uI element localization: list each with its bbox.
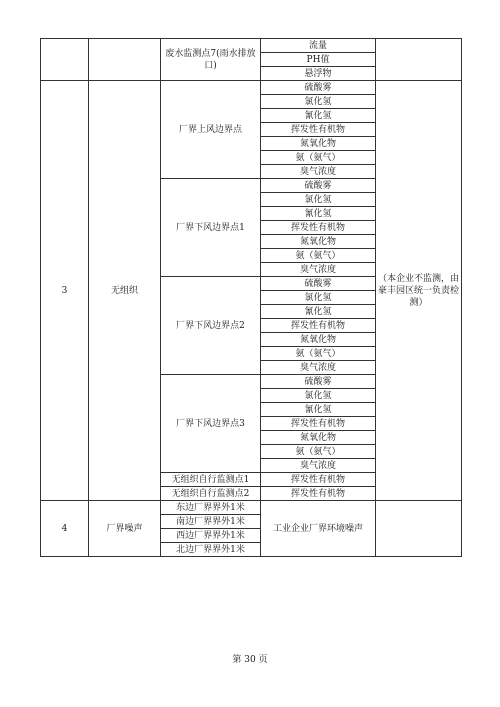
item-cell: 硫酸雾 (261, 179, 376, 193)
point-cell: 厂界下风边界点1 (161, 179, 261, 277)
item-cell: 挥发性有机物 (261, 319, 376, 333)
point-cell: 厂界下风边界点2 (161, 277, 261, 375)
item-cell: 氮氧化物 (261, 431, 376, 445)
item-cell: 挥发性有机物 (261, 123, 376, 137)
category-cell: 厂界噪声 (89, 501, 161, 557)
item-cell: 挥发性有机物 (261, 473, 376, 487)
item-cell: 流量 (261, 39, 376, 53)
empty-category-cell (89, 39, 161, 81)
item-cell: 氯化氢 (261, 291, 376, 305)
point-cell: 废水监测点7(雨水排放口) (161, 39, 261, 81)
point-cell: 北边厂界界外1米 (161, 543, 261, 557)
item-cell: 硫酸雾 (261, 81, 376, 95)
point-cell: 厂界上风边界点 (161, 81, 261, 179)
point-cell: 东边厂界界外1米 (161, 501, 261, 515)
item-cell: 氰化氢 (261, 207, 376, 221)
point-cell: 无组织自行监测点2 (161, 487, 261, 501)
item-cell: 臭气浓度 (261, 263, 376, 277)
category-cell: 无组织 (89, 81, 161, 501)
page-number: 第 30 页 (232, 655, 268, 665)
empty-note-cell (376, 39, 462, 81)
item-cell: 臭气浓度 (261, 459, 376, 473)
item-cell: 硫酸雾 (261, 375, 376, 389)
item-cell: 氮氧化物 (261, 333, 376, 347)
item-cell: 氰化氢 (261, 403, 376, 417)
item-cell: 悬浮物 (261, 67, 376, 81)
empty-note-cell (376, 501, 462, 557)
item-cell: 挥发性有机物 (261, 487, 376, 501)
item-cell: 氮氧化物 (261, 235, 376, 249)
item-cell: 氮氧化物 (261, 137, 376, 151)
item-cell: 硫酸雾 (261, 277, 376, 291)
item-cell: 氯化氢 (261, 389, 376, 403)
empty-no-cell (41, 39, 89, 81)
item-cell: 氯化氢 (261, 193, 376, 207)
item-cell: 臭气浓度 (261, 165, 376, 179)
monitoring-table (40, 38, 462, 557)
item-cell: PH值 (261, 53, 376, 67)
point-cell: 无组织自行监测点1 (161, 473, 261, 487)
note-cell: （本企业不监测，由豪丰园区统一负责检测） (376, 81, 462, 501)
item-cell: 氨（氨气） (261, 347, 376, 361)
item-cell: 氯化氢 (261, 95, 376, 109)
row-number: 4 (41, 501, 89, 557)
item-cell: 挥发性有机物 (261, 221, 376, 235)
row-number: 3 (41, 81, 89, 501)
item-cell: 氨（氨气） (261, 151, 376, 165)
item-cell: 工业企业厂界环境噪声 (261, 501, 376, 557)
item-cell: 氨（氨气） (261, 445, 376, 459)
item-cell: 氰化氢 (261, 305, 376, 319)
point-cell: 厂界下风边界点3 (161, 375, 261, 473)
item-cell: 氨（氨气） (261, 249, 376, 263)
point-cell: 南边厂界界外1米 (161, 515, 261, 529)
item-cell: 臭气浓度 (261, 361, 376, 375)
item-cell: 氰化氢 (261, 109, 376, 123)
point-cell: 西边厂界界外1米 (161, 529, 261, 543)
item-cell: 挥发性有机物 (261, 417, 376, 431)
